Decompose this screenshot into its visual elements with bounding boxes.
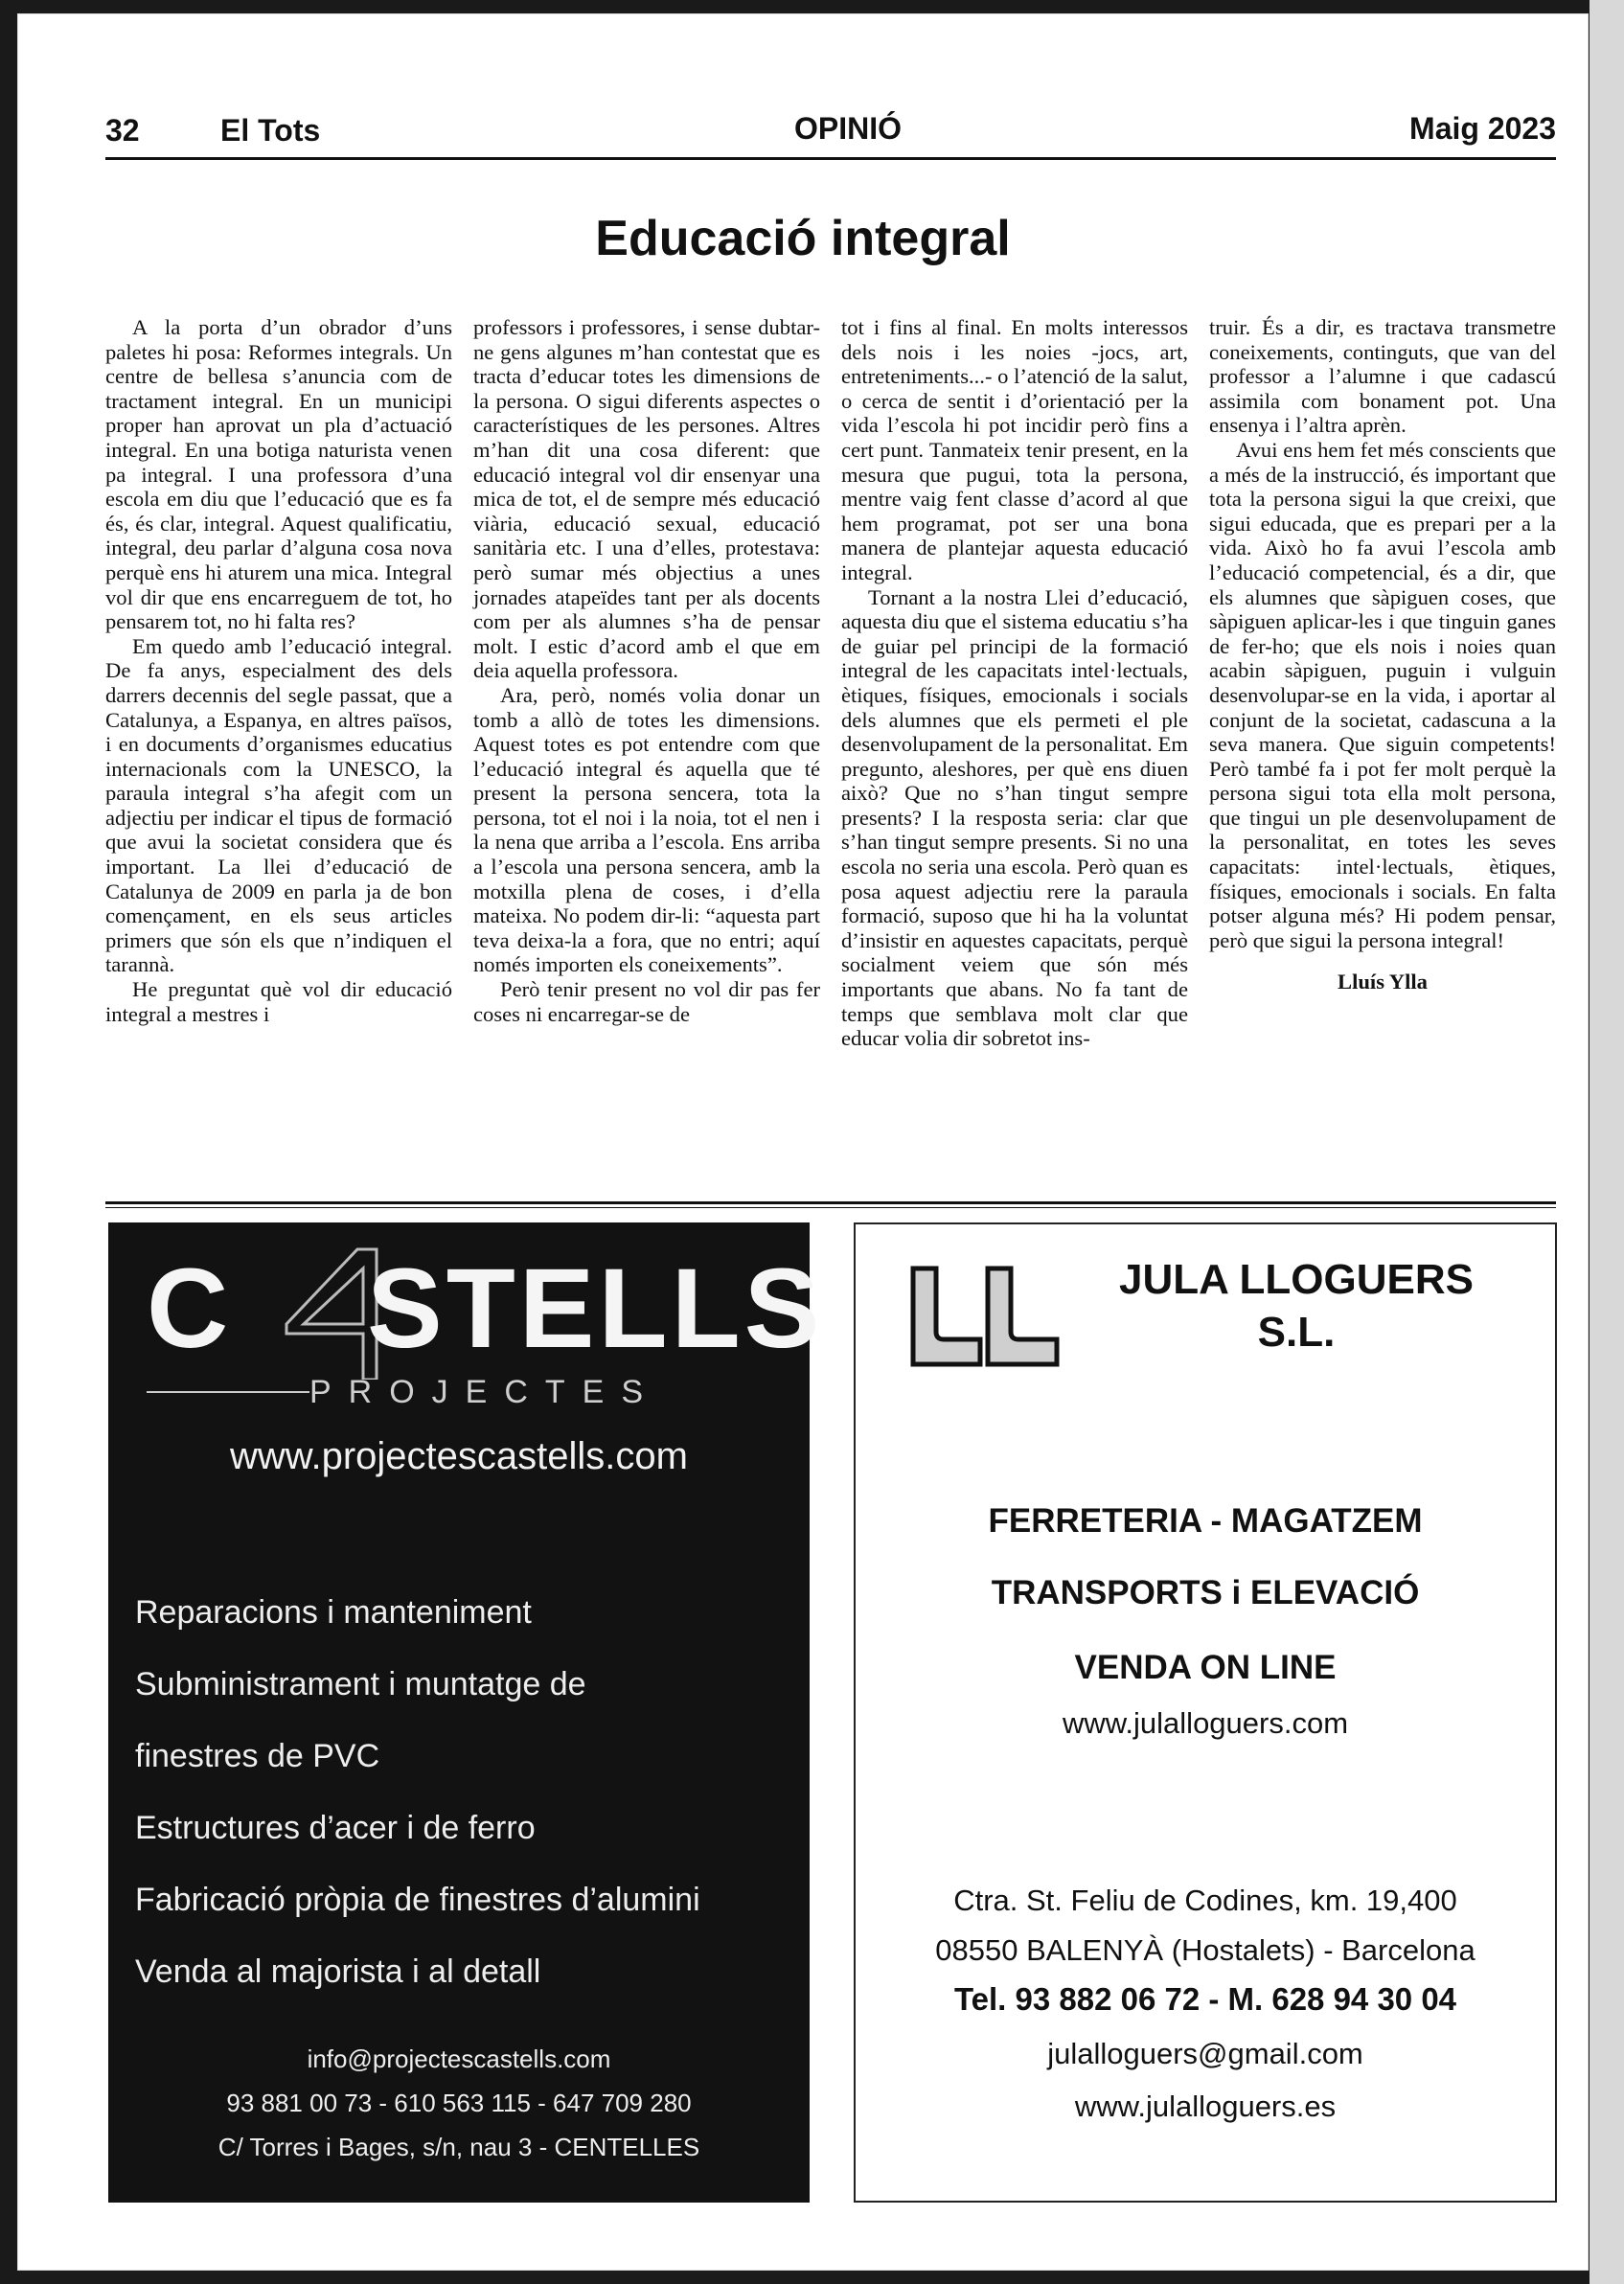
paragraph: tot i fins al final. En molts interessos dels nois i les noies -jocs, art, entreteniments...- o l’atenció de la salut, o cerca de sentit i d’orientació per la vida l’escola hi pot incidir però fins a cert punt. Tanmateix tenir present, en la mesura que pugui, tota la persona, mentre vaig fent classe d’acord al que hem programat, pot ser una bona manera de plantejar aquesta educació integral. bbox=[841, 315, 1188, 584]
jula-line-transports: TRANSPORTS i ELEVACIÓ bbox=[991, 1574, 1420, 1611]
twin-boots-logo-icon bbox=[903, 1265, 1066, 1370]
section-divider-thin bbox=[105, 1207, 1556, 1208]
jula-address-2: 08550 BALENYÀ (Hostalets) - Barcelona bbox=[935, 1933, 1475, 1967]
jula-website-2[interactable]: www.julalloguers.es bbox=[1074, 2090, 1337, 2123]
article-column-3 bbox=[841, 315, 1188, 1201]
jula-company-name bbox=[1086, 1253, 1507, 1359]
jula-name-line2: S.L. bbox=[1257, 1309, 1336, 1356]
paragraph: Ara, però, només volia donar un tomb a allò de totes les dimensions. Aquest totes es pot entendre com que l’educació integral és aquella que té present la persona sencera, tota la persona, tot el noi i la noia, tot el nen i la nena que arriba a l’escola. Ens arriba a l’escola una persona sencera, amb la motxilla plena de coses, i d’ella mateixa. No podem dir-li: “aquesta part teva deixa-la a fora, que no entri; aquí només importen els coneixements”. bbox=[473, 682, 820, 977]
jula-line-ferreteria: FERRETERIA - MAGATZEM bbox=[988, 1502, 1423, 1540]
service-item: Reparacions i manteniment bbox=[135, 1594, 532, 1631]
article-body bbox=[105, 315, 1556, 1201]
paragraph: professors i professores, i sense dubtar-ne gens algunes m’han contestat que es tracta d’educar totes les dimensions de la persona. O sigui diferents aspectes o característiques de les persones. Altres m’han dit una cosa diferent: que educació integral vol dir ensenyar una mica de tot, el de sempre més educació viària, educació sexual, educació sanitària etc. I una d’elles, protestava: però sumar més objectius a unes jornades atapeïdes tant per als docents com per als alumnes s’ha de pensar molt. I estic d’acord amb el que em deia aquella professora. bbox=[473, 315, 820, 683]
paragraph: Tornant a la nostra Llei d’educació, aquesta diu que el sistema educatiu s’ha de guiar pel principi de la formació integral de les capacitats intel·lectuals, ètiques, físiques, emocionals i socials dels alumnes que els permeti el ple desenvolupament de la personalitat. Em pregunto, aleshores, per què ens diuen això? Que no s’han tingut sempre presents? I la resposta seria: clar que s’han tingut sempre presents. Si no una escola no seria una escola. Però quan es posa aquest adjectiu rere la paraula formació, suposo que hi ha la voluntat d’insistir en aquestes capacitats, perquè socialment veiem que són més importants que abans. No fa tant de temps que semblava molt clar que educar volia dir sobretot ins- bbox=[841, 584, 1188, 1051]
jula-email[interactable]: julalloguers@gmail.com bbox=[1047, 2037, 1363, 2070]
logo-letters-stells: STELLS bbox=[367, 1245, 824, 1372]
logo-letter-c: C bbox=[147, 1245, 233, 1372]
jula-name-line1: JULA LLOGUERS bbox=[1119, 1256, 1474, 1303]
issue-date: Maig 2023 bbox=[1409, 111, 1556, 146]
service-item: finestres de PVC bbox=[135, 1738, 380, 1774]
service-item: Estructures d’acer i de ferro bbox=[135, 1810, 536, 1846]
castells-address: C/ Torres i Bages, s/n, nau 3 - CENTELLES bbox=[217, 2133, 700, 2161]
page-number: 32 bbox=[105, 113, 140, 148]
logo-subtitle: PROJECTES bbox=[309, 1374, 661, 1410]
paragraph: truir. És a dir, es tractava transmetre coneixements, continguts, que van del professor a l’alumne i que cadascú assimila com bonament pot. Una ensenya i l’altra aprèn. bbox=[1209, 315, 1556, 438]
paragraph: Però tenir present no vol dir pas fer coses ni encarregar-se de bbox=[473, 977, 820, 1026]
article-title: Educació integral bbox=[595, 211, 1011, 266]
service-item: Venda al majorista i al detall bbox=[135, 1953, 541, 1990]
castells-phones: 93 881 00 73 - 610 563 115 - 647 709 280 bbox=[226, 2089, 692, 2117]
section-divider bbox=[105, 1201, 1556, 1204]
header-rule bbox=[105, 157, 1556, 160]
paragraph: Avui ens hem fet més conscients que a més de la instrucció, és important que tota la persona sigui la que creixi, que sigui educada, que es prepari per a la vida. Això ho fa avui l’escola amb l’educació competencial, és a dir, que els alumnes que sàpiguen coses, que sàpiguen aplicar-les i que tinguin ganes de fer-ho; que els nois i noies quan acabin sàpiguen, puguin i vulguin desenvolupar-se en la vida, i aportar al conjunt de la societat, cadascuna a la seva manera. Que siguin competents! Però també fa i pot fer molt perquè la persona sigui tota ella molt persona, que tingui un ple desenvolupament de la personalitat, en totes les seves capacitats: intel·lectuals, ètiques, físiques, emocionals i socials. En falta potser alguna més? Hi podem pensar, però que sigui la persona integral! bbox=[1209, 437, 1556, 952]
services-list bbox=[135, 1577, 700, 2008]
castells-logo bbox=[147, 1245, 824, 1372]
paragraph: A la porta d’un obrador d’uns paletes hi posa: Reformes integrals. Un centre de bellesa s’anuncia com de tractament integral. En un municipi proper han aprovat un pla d’actuació integral. En una botiga naturista venen pa integral. I una professora d’una escola em diu que l’educació que es fa és, és clar, integral. Aquest qualificatiu, integral, deu parlar d’alguna cosa nova perquè ens hi aturem una mica. Integral vol dir que ens encarreguem de tot, ho pensarem tot, no hi falta res? bbox=[105, 315, 452, 634]
castells-advertisement bbox=[108, 1222, 824, 2203]
page-edge bbox=[1590, 0, 1624, 2284]
castells-website[interactable]: www.projectescastells.com bbox=[230, 1435, 688, 1477]
paragraph: He preguntat què vol dir educació integral a mestres i bbox=[105, 977, 452, 1026]
page-header bbox=[105, 100, 1556, 155]
jula-website-1[interactable]: www.julalloguers.com bbox=[1062, 1706, 1349, 1740]
section-name: OPINIÓ bbox=[793, 111, 902, 146]
jula-advertisement bbox=[854, 1222, 1557, 2203]
article-column-1 bbox=[105, 315, 452, 1201]
magazine-page bbox=[17, 13, 1589, 2271]
paragraph: Em quedo amb l’educació integral. De fa anys, especialment des dels darrers decennis del segle passat, que a Catalunya, a Espanya, en altres països, i en documents d’organismes educatius internacionals com la UNESCO, la paraula integral s’ha afegit com un adjectiu per indicar el tipus de formació que avui la societat considera que és important. La llei d’educació de Catalunya de 2009 en parla ja de bon començament, en els seus articles primers que són els que n’indiquen el tarannà. bbox=[105, 633, 452, 977]
article-column-4 bbox=[1209, 315, 1556, 1201]
article-column-2 bbox=[473, 315, 820, 1201]
logo-underline bbox=[147, 1391, 309, 1393]
jula-phones: Tel. 93 882 06 72 - M. 628 94 30 04 bbox=[953, 1981, 1457, 2017]
jula-line-venda: VENDA ON LINE bbox=[1074, 1649, 1337, 1686]
castells-contact bbox=[108, 2037, 810, 2169]
service-item: Subministrament i muntatge de bbox=[135, 1666, 586, 1702]
author-signature: Lluís Ylla bbox=[1338, 970, 1428, 994]
castells-email[interactable]: info@projectescastells.com bbox=[307, 2044, 611, 2073]
jula-address-1: Ctra. St. Feliu de Codines, km. 19,400 bbox=[953, 1884, 1457, 1917]
publication-name: El Tots bbox=[220, 113, 321, 148]
service-item: Fabricació pròpia de finestres d’alumini bbox=[135, 1882, 700, 1918]
